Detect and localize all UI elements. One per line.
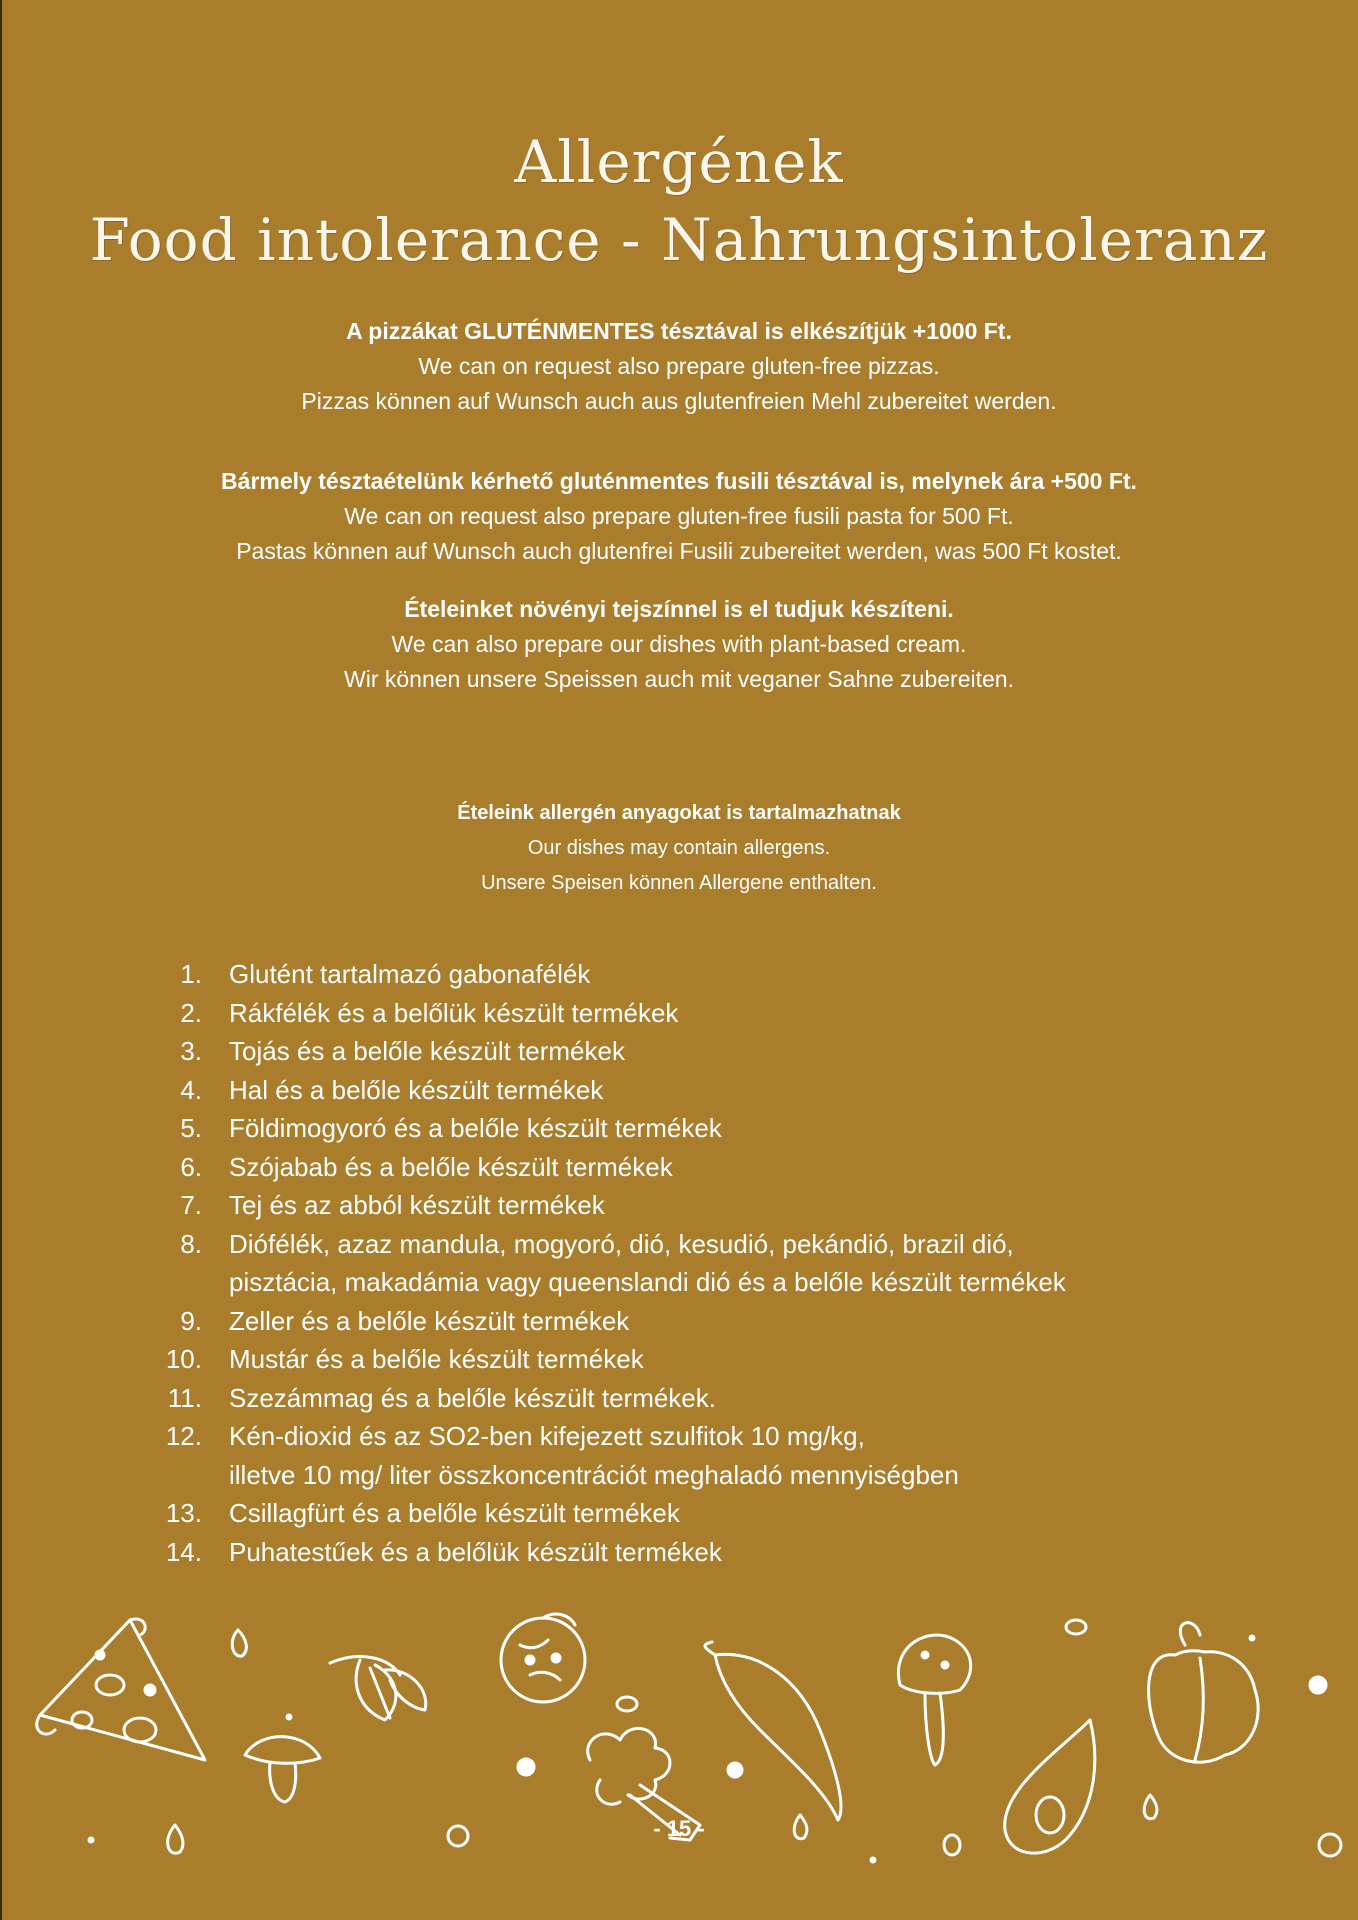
- item-text: Tojás és a belőle készült termékek: [229, 1036, 625, 1066]
- item-text-continued: pisztácia, makadámia vagy queenslandi dió és a belőle készült termékek: [229, 1267, 1066, 1297]
- gluten-free-pizza-note: [0, 314, 1358, 419]
- item-number: 11.: [167, 1382, 202, 1413]
- item-text: Mustár és a belőle készült termékek: [229, 1344, 644, 1374]
- list-item: [150, 1340, 1300, 1379]
- list-item: [150, 1379, 1300, 1418]
- item-number: 6.: [180, 1151, 202, 1182]
- note-en: We can on request also prepare gluten-free fusili pasta for 500 Ft.: [344, 503, 1014, 529]
- item-number: 10.: [165, 1344, 202, 1374]
- list-item: [150, 1533, 1300, 1572]
- item-number: 14.: [165, 1536, 202, 1567]
- item-text: Puhatestűek és a belőlük készült termékek: [229, 1536, 722, 1567]
- item-number: 13.: [165, 1498, 202, 1528]
- note-de: Pizzas können auf Wunsch auch aus glutenfreien Mehl zubereitet werden.: [301, 388, 1057, 414]
- item-text-continued: illetve 10 mg/ liter összkoncentrációt meghaladó mennyiségben: [229, 1459, 959, 1490]
- item-number: 3.: [180, 1036, 202, 1066]
- item-number: 1.: [180, 959, 202, 989]
- item-number: 7.: [180, 1190, 202, 1220]
- page-title: Allergének: [514, 128, 844, 196]
- mushroom-tall-icon: [898, 1635, 970, 1765]
- list-item: [150, 994, 1300, 1033]
- bell-pepper-icon: [1149, 1623, 1259, 1763]
- item-number: 8.: [180, 1228, 202, 1259]
- list-item: [150, 1302, 1300, 1341]
- note-hu: Bármely tésztaételünk kérhető gluténmentes fusili tésztával is, melynek ára +500 Ft.: [221, 468, 1137, 494]
- note-en: Our dishes may contain allergens.: [527, 837, 831, 859]
- list-item: [150, 1109, 1300, 1148]
- note-hu: Ételeinket növényi tejszínnel is el tudjuk készíteni.: [404, 596, 954, 622]
- item-text: Hal és a belőle készült termékek: [229, 1074, 604, 1105]
- item-text: Diófélék, azaz mandula, mogyoró, dió, kesudió, pekándió, brazil dió,: [229, 1228, 1014, 1259]
- page-subtitle: Food intolerance - Nahrungsintoleranz: [89, 206, 1269, 274]
- note-de: Wir können unsere Speissen auch mit veganer Sahne zubereiten.: [344, 666, 1014, 692]
- list-item: [150, 955, 1300, 994]
- list-item: [150, 1225, 1300, 1302]
- chili-pepper-icon: [705, 1642, 841, 1820]
- gluten-free-pasta-note: [0, 464, 1358, 569]
- pizza-slice-icon: [37, 1619, 205, 1760]
- item-number: 5.: [180, 1113, 202, 1143]
- list-item: [150, 1417, 1300, 1494]
- item-number: 4.: [180, 1074, 202, 1105]
- list-item: [150, 1071, 1300, 1110]
- item-number: 9.: [180, 1305, 202, 1336]
- item-number: 2.: [180, 997, 202, 1028]
- allergen-warning: [0, 796, 1358, 901]
- list-item: [150, 1186, 1300, 1225]
- note-hu: Ételeink allergén anyagokat is tartalmazhatnak: [457, 802, 901, 824]
- plant-cream-note: [0, 592, 1358, 697]
- item-number: 12.: [165, 1421, 202, 1451]
- item-text: Glutént tartalmazó gabonafélék: [229, 959, 591, 989]
- page-number: - 15 -: [653, 1816, 705, 1841]
- item-text: Csillagfürt és a belőle készült termékek: [229, 1498, 680, 1528]
- note-en: We can also prepare our dishes with plant-based cream.: [391, 631, 967, 657]
- food-doodles: [0, 1590, 1358, 1920]
- note-en: We can on request also prepare gluten-free pizzas.: [418, 353, 940, 379]
- list-item: [150, 1148, 1300, 1187]
- item-text: Kén-dioxid és az SO2-ben kifejezett szulfitok 10 mg/kg,: [229, 1421, 865, 1451]
- mushroom-icon: [245, 1737, 320, 1802]
- leaf-icon: [330, 1657, 426, 1720]
- item-text: Zeller és a belőle készült termékek: [229, 1305, 630, 1336]
- tomato-icon: [501, 1614, 585, 1702]
- list-item: [150, 1494, 1300, 1533]
- item-text: Földimogyoró és a belőle készült termékek: [229, 1113, 722, 1143]
- list-item: [150, 1032, 1300, 1071]
- item-text: Rákfélék és a belőlük készült termékek: [229, 997, 679, 1028]
- note-hu: A pizzákat GLUTÉNMENTES tésztával is elkészítjük +1000 Ft.: [346, 318, 1012, 344]
- item-text: Szójabab és a belőle készült termékek: [229, 1151, 673, 1182]
- item-text: Szezámmag és a belőle készült termékek.: [229, 1382, 716, 1413]
- note-de: Unsere Speisen können Allergene enthalten.: [481, 872, 877, 894]
- allergen-list: [150, 955, 1300, 1571]
- item-text: Tej és az abból készült termékek: [229, 1190, 605, 1220]
- note-de: Pastas können auf Wunsch auch glutenfrei Fusili zubereitet werden, was 500 Ft kostet.: [236, 538, 1122, 564]
